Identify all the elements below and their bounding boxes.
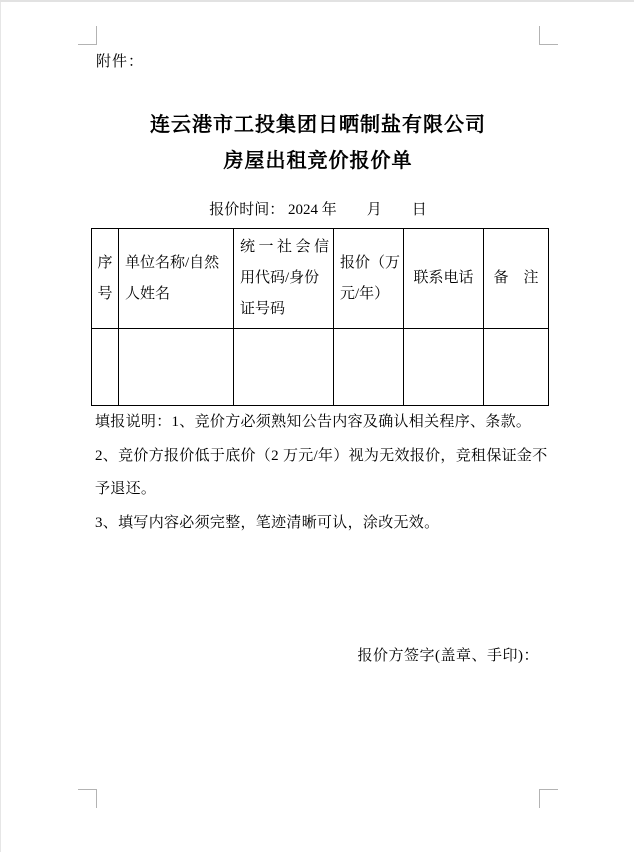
header-line: 号 bbox=[97, 285, 113, 302]
margin-crop-mark-top-right bbox=[539, 26, 558, 45]
document-title-line1: 连云港市工投集团日晒制盐有限公司 bbox=[150, 114, 486, 136]
column-header-contact-phone bbox=[404, 229, 484, 329]
header-line: 统一社会信 bbox=[240, 239, 333, 255]
attachment-label: 附件： bbox=[96, 54, 145, 70]
entry-cell-entity-name[interactable] bbox=[119, 329, 234, 406]
table-header-row bbox=[92, 229, 549, 329]
column-header-serial-number bbox=[92, 229, 119, 329]
table-entry-row bbox=[92, 329, 549, 406]
header-line: 元/年） bbox=[340, 285, 390, 302]
bidder-signature-label: 报价方签字(盖章、手印)： bbox=[357, 648, 539, 664]
entry-cell-serial-number[interactable] bbox=[92, 329, 119, 406]
column-header-credit-code bbox=[234, 229, 334, 329]
column-header-remarks bbox=[484, 229, 549, 329]
entry-cell-contact-phone[interactable] bbox=[404, 329, 484, 406]
margin-crop-mark-bottom-left bbox=[78, 789, 97, 808]
fill-instructions bbox=[95, 406, 548, 540]
quote-time-line: 报价时间： 2024 年 月 日 bbox=[209, 202, 427, 218]
header-line: 联系电话 bbox=[413, 270, 474, 286]
header-line: 证号码 bbox=[240, 301, 286, 317]
instruction-line-3: 予退还。 bbox=[95, 481, 157, 497]
entry-cell-quoted-price[interactable] bbox=[334, 329, 404, 406]
entry-cell-remarks[interactable] bbox=[484, 329, 549, 406]
header-line: 人姓名 bbox=[125, 285, 171, 302]
header-line: 报价（万 bbox=[340, 254, 401, 271]
page-left-edge bbox=[0, 2, 1, 852]
header-line: 单位名称/自然 bbox=[125, 254, 220, 271]
margin-crop-mark-bottom-right bbox=[539, 789, 558, 808]
document-title-line2: 房屋出租竞价报价单 bbox=[223, 150, 413, 172]
column-header-entity-name bbox=[119, 229, 234, 329]
header-line: 备 注 bbox=[493, 270, 539, 286]
header-line: 用代码/身份 bbox=[240, 270, 320, 286]
instruction-line-2: 2、竞价方报价低于底价（2 万元/年）视为无效报价，竞租保证金不 bbox=[95, 447, 548, 464]
column-header-quoted-price bbox=[334, 229, 404, 329]
margin-crop-mark-top-left bbox=[78, 26, 97, 45]
entry-cell-credit-code[interactable] bbox=[234, 329, 334, 406]
window-top-edge bbox=[0, 0, 634, 2]
quotation-table bbox=[91, 228, 549, 406]
header-line: 序 bbox=[97, 254, 113, 271]
document-title-block bbox=[97, 107, 539, 179]
instruction-line-4: 3、填写内容必须完整，笔迹清晰可认，涂改无效。 bbox=[95, 514, 440, 531]
instruction-line-1: 填报说明：1、竞价方必须熟知公告内容及确认相关程序、条款。 bbox=[95, 414, 532, 430]
